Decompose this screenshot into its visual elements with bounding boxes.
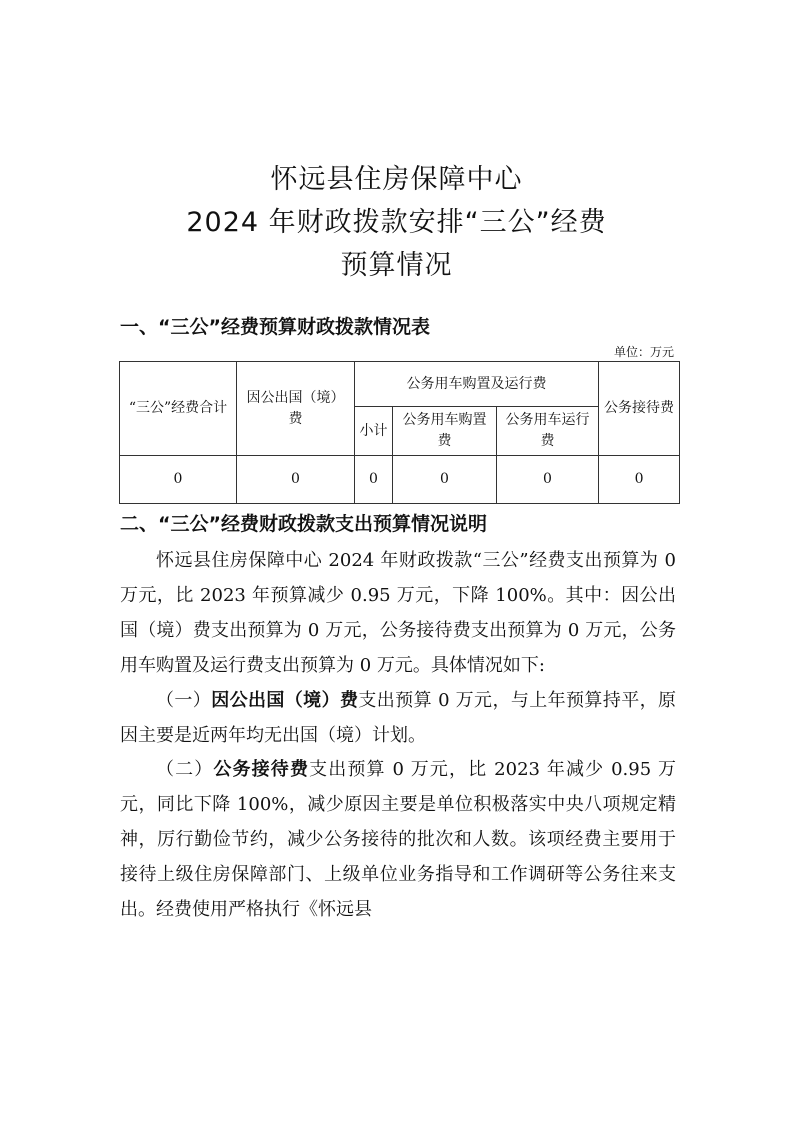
paragraph-keyword: 因公出国（境）费 — [211, 689, 359, 711]
header-vehicle-purchase: 公务用车购置费 — [393, 407, 497, 456]
value-vehicle-purchase: 0 — [393, 456, 497, 504]
header-total: “三公”经费合计 — [120, 362, 237, 456]
paragraph-summary: 怀远县住房保障中心 2024 年财政拨款“三公”经费支出预算为 0 万元，比 2023 年预算减少 0.95 万元，下降 100%。其中：因公出国（境）费支出预算为 0 万元，公务接待费支出预算为 0 万元，公务用车购置及运行费支出预算为 0 万元。具体情况如下: — [120, 550, 676, 676]
header-vehicle-operation: 公务用车运行费 — [497, 407, 599, 456]
header-abroad: 因公出国（境）费 — [237, 362, 355, 456]
paragraph-abroad — [120, 684, 676, 754]
budget-table — [119, 361, 680, 504]
section-heading-table: 一、“三公”经费预算财政拨款情况表 — [120, 316, 430, 338]
page-title-line-2: 2024 年财政拨款安排“三公”经费 — [186, 207, 607, 238]
header-vehicle: 公务用车购置及运行费 — [355, 362, 599, 407]
header-subtotal: 小计 — [355, 407, 393, 456]
paragraph-text: 支出预算 0 万元，与上年预算持平，原因主要是近两年均无出国（境）计划。 — [120, 689, 677, 746]
table-header-row-1 — [120, 362, 680, 407]
unit-label: 单位：万元 — [613, 345, 674, 359]
value-reception: 0 — [599, 456, 680, 504]
table-row — [120, 456, 680, 504]
paragraph-prefix: （二） — [156, 759, 214, 781]
section-heading-explanation: 二、“三公”经费财政拨款支出预算情况说明 — [120, 513, 487, 535]
paragraph-text: 支出预算 0 万元，比 2023 年减少 0.95 万元，同比下降 100%，减少原因主要是单位积极落实中央八项规定精神，厉行勤俭节约，减少公务接待的批次和人数。该项经费主要用于接待上级住房保障部门、上级单位业务指导和工作调研等公务往来支出。经费使用严格执行《怀远县 — [120, 759, 677, 921]
value-subtotal: 0 — [355, 456, 393, 504]
page-title-line-3: 预算情况 — [340, 250, 453, 281]
page-title-line-1: 怀远县住房保障中心 — [270, 164, 523, 195]
explanation-body — [120, 544, 676, 928]
value-vehicle-operation: 0 — [497, 456, 599, 504]
paragraph-prefix: （一） — [156, 689, 212, 711]
header-reception: 公务接待费 — [599, 362, 680, 456]
value-total: 0 — [120, 456, 237, 504]
paragraph-reception — [120, 753, 676, 928]
paragraph-keyword: 公务接待费 — [213, 759, 310, 781]
value-abroad: 0 — [237, 456, 355, 504]
